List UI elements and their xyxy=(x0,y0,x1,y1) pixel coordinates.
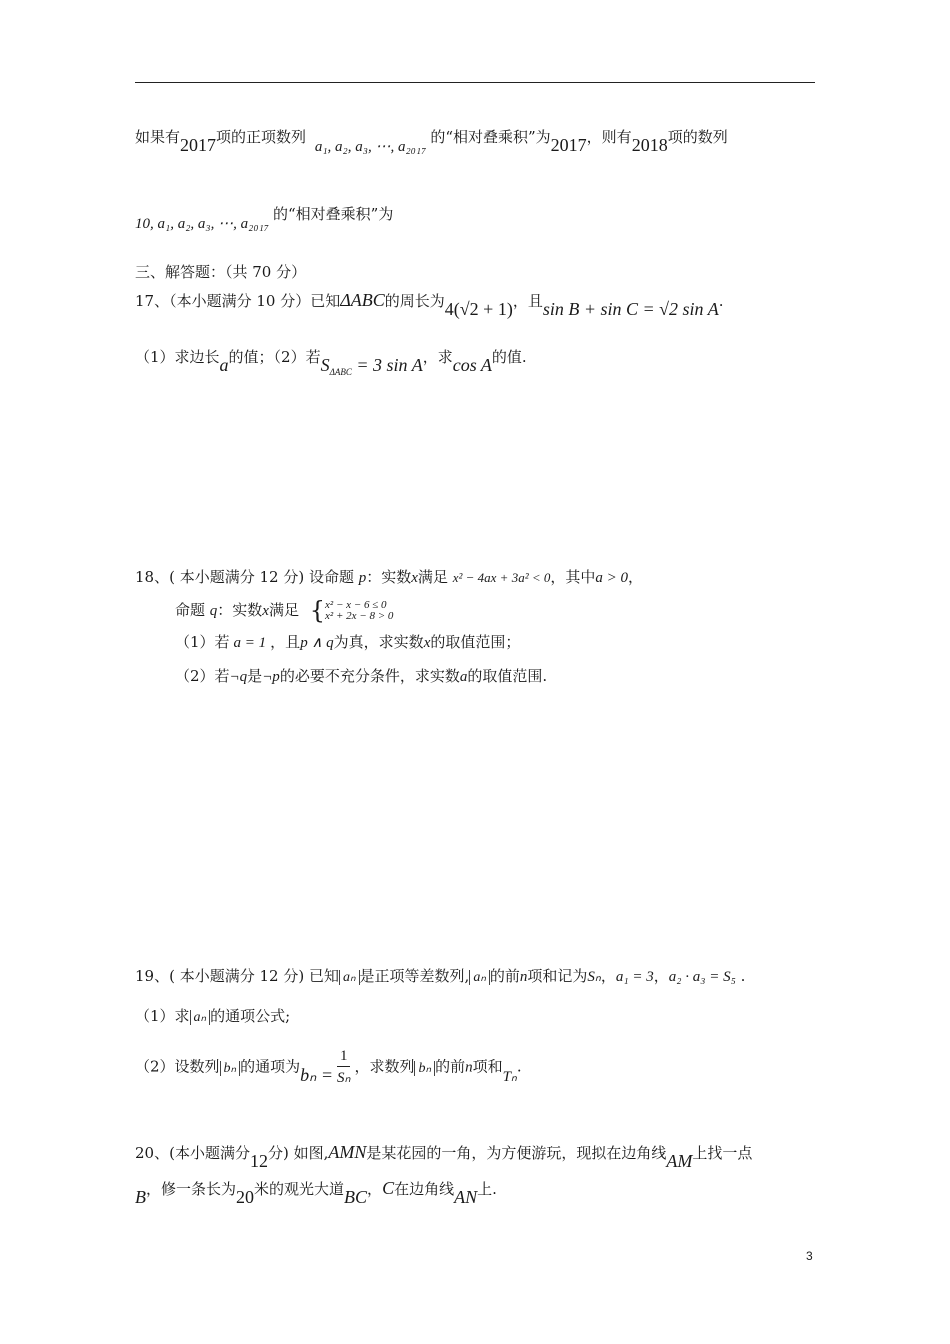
text: 的“相对叠乘积”为 xyxy=(273,205,394,223)
text: ：实数 xyxy=(366,568,412,586)
text: ，且 xyxy=(512,292,543,310)
text: （1）求边长 xyxy=(135,348,220,366)
math-area-sub: ΔABC xyxy=(329,367,352,377)
math-condition: a = 1 xyxy=(233,635,267,651)
text: 是 xyxy=(247,667,263,685)
math-seq-b: bₙ xyxy=(220,1061,241,1076)
fraction xyxy=(337,1046,351,1089)
text: 项的数列 xyxy=(667,128,728,146)
text: 的周长为 xyxy=(384,292,445,310)
text: ， xyxy=(600,967,616,985)
text: 的前 xyxy=(435,1057,466,1076)
text: 的值；（2）若 xyxy=(228,348,321,366)
text: 17、（本小题满分 10 分）已知 xyxy=(135,292,341,310)
text: ：实数 xyxy=(217,601,263,619)
math-a: a xyxy=(219,355,229,375)
text: 的前 xyxy=(489,967,520,985)
math-area: S xyxy=(320,355,330,375)
math-sequence: a₁, a₂, a₃, ⋯, a₂₀₁₇ xyxy=(314,139,427,155)
q17-line-2 xyxy=(135,346,527,377)
math-bn-def: bₙ = xyxy=(300,1064,333,1085)
text: 分) 如图, xyxy=(267,1144,329,1162)
text: 满足 xyxy=(417,568,448,586)
math-x: x xyxy=(423,635,431,651)
math-seq-a: aₙ xyxy=(339,970,360,985)
math-b: B xyxy=(135,1187,146,1207)
math-cos: cos A xyxy=(452,355,492,375)
math-x: x xyxy=(262,603,269,619)
q18-sub-1 xyxy=(175,632,520,653)
math-equation: sin B + sin C = √2 sin A xyxy=(542,299,719,319)
q19-line-1 xyxy=(135,966,745,988)
text: （1）若 xyxy=(175,633,230,651)
text: 米的观光大道 xyxy=(254,1180,345,1198)
text: 上找一点 xyxy=(692,1144,753,1162)
text: 的取值范围. xyxy=(467,667,548,685)
text: ，其中 xyxy=(550,568,596,586)
math-2017: 2017 xyxy=(550,135,587,155)
text: ，求 xyxy=(422,348,453,366)
math-p: p xyxy=(358,570,367,586)
text: 的“相对叠乘积”为 xyxy=(430,128,551,146)
text: 项和记为 xyxy=(527,967,588,985)
q18-line-1 xyxy=(135,567,643,588)
math-condition: a > 0 xyxy=(595,570,629,586)
text: ，则有 xyxy=(586,128,632,146)
math-cond-1: a₁ = 3 xyxy=(615,969,654,985)
inequality-system xyxy=(309,596,394,625)
system-row-2: x² + 2x − 8 > 0 xyxy=(325,610,394,622)
text: 是某花园的一角，为方便游玩，现拟在边角线 xyxy=(366,1144,667,1162)
math-length: 20 xyxy=(236,1187,255,1207)
text: ， xyxy=(367,1180,383,1198)
math-a: a xyxy=(459,669,468,685)
text: 是正项等差数列, xyxy=(359,967,470,985)
text: 为真，求实数 xyxy=(333,633,424,651)
math-inequality: x² − 4ax + 3a² < 0 xyxy=(452,570,551,585)
q18-sub-2 xyxy=(175,666,547,687)
math-seq-a: aₙ xyxy=(469,970,490,985)
text: . xyxy=(718,292,724,310)
math-q: q xyxy=(209,603,218,619)
fraction-numerator: 1 xyxy=(337,1046,351,1067)
q18-line-2 xyxy=(175,596,394,625)
math-x: x xyxy=(411,570,418,586)
text: ，求数列 xyxy=(354,1057,415,1076)
math-not-q: ¬q xyxy=(229,669,248,685)
text: 项的正项数列 xyxy=(216,128,307,146)
brace-icon: { xyxy=(309,596,326,625)
text: 的通项为 xyxy=(240,1057,301,1076)
math-score: 12 xyxy=(249,1151,268,1171)
q19-sub-2 xyxy=(135,1046,522,1089)
header-rule xyxy=(135,82,815,83)
math-2018: 2018 xyxy=(631,135,668,155)
intro-line-1 xyxy=(135,126,728,155)
math-an: AN xyxy=(454,1187,478,1207)
system-row-1: x² − x − 6 ≤ 0 xyxy=(325,599,387,611)
q20-line-1 xyxy=(135,1142,753,1171)
text: 上. xyxy=(477,1180,497,1198)
text: 的取值范围； xyxy=(430,633,521,651)
text: 项和 xyxy=(472,1057,503,1076)
text: （2）设数列 xyxy=(135,1057,220,1076)
text: ，且 xyxy=(270,633,301,651)
fraction-denominator: Sₙ xyxy=(336,1070,351,1086)
page-number: 3 xyxy=(806,1249,813,1263)
text: （1）求 xyxy=(135,1007,190,1025)
q19-sub-1 xyxy=(135,1006,290,1028)
math-bc: BC xyxy=(344,1187,368,1207)
q17-line-1 xyxy=(135,290,724,319)
text: 的值. xyxy=(491,348,527,366)
text: 命题 xyxy=(175,601,210,619)
math-c: C xyxy=(382,1178,395,1198)
text: 18、( 本小题满分 12 分) 设命题 xyxy=(135,568,359,586)
text: 在边角线 xyxy=(394,1180,455,1198)
text: . xyxy=(516,1057,522,1076)
text: 的必要不充分条件，求实数 xyxy=(279,667,460,685)
text: ， xyxy=(628,568,644,586)
text: 19、( 本小题满分 12 分) 已知 xyxy=(135,967,339,985)
text: . xyxy=(735,967,746,985)
math-n: n xyxy=(519,969,528,985)
text: ， xyxy=(653,967,669,985)
math-sequence: 10, a₁, a₂, a₃, ⋯, a₂₀₁₇ xyxy=(135,216,270,232)
math-seq-b: bₙ xyxy=(414,1061,435,1076)
text: ，修一条长为 xyxy=(146,1180,237,1198)
text: 如果有 xyxy=(135,128,181,146)
math-area-eq: = 3 sin A xyxy=(351,355,423,375)
math-am: AM xyxy=(666,1151,693,1171)
math-perimeter: 4(√2 + 1) xyxy=(444,299,513,319)
text: 满足 xyxy=(268,601,299,619)
math-amn: AMN xyxy=(328,1142,367,1162)
math-not-p: ¬p xyxy=(262,669,280,685)
math-triangle: ΔABC xyxy=(340,290,385,310)
math-pq: p ∧ q xyxy=(300,635,334,651)
math-cond-2: a₂ · a₃ = S₅ xyxy=(668,969,736,985)
math-seq-a: aₙ xyxy=(190,1010,211,1025)
section-heading: 三、解答题：（共 70 分） xyxy=(135,263,307,281)
text: 的通项公式; xyxy=(210,1007,291,1025)
math-n: n xyxy=(465,1059,473,1076)
math-tn: Tₙ xyxy=(502,1068,517,1085)
math-2017: 2017 xyxy=(180,135,217,155)
intro-line-2 xyxy=(135,204,394,232)
text: 20、(本小题满分 xyxy=(135,1144,250,1162)
math-sn: Sₙ xyxy=(587,969,601,985)
text: （2）若 xyxy=(175,667,230,685)
q20-line-2 xyxy=(135,1178,497,1207)
